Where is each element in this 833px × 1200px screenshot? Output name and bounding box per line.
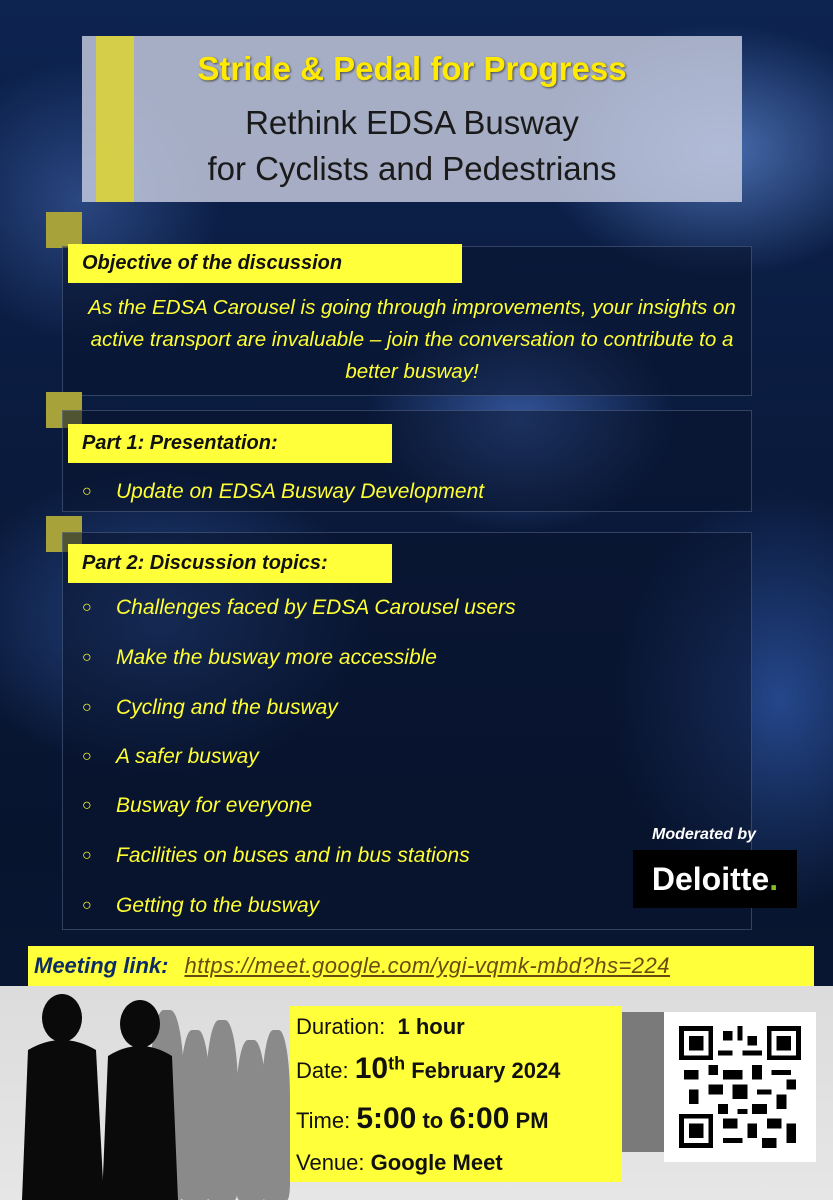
crowd-silhouette: [206, 1020, 238, 1200]
bullet-circle-icon: ○: [82, 897, 92, 914]
deloitte-logo: Deloitte .: [633, 850, 797, 908]
event-subtitle-2: for Cyclists and Pedestrians: [207, 150, 617, 187]
topic-item: ○ Cycling and the busway: [82, 696, 338, 719]
event-subtitle-1: Rethink EDSA Busway: [245, 104, 579, 141]
bullet-circle-icon: ○: [82, 649, 92, 666]
crowd-silhouette: [262, 1030, 290, 1200]
topic-item: ○ Make the busway more accessible: [82, 646, 437, 669]
topic-item: ○ Busway for everyone: [82, 794, 313, 817]
time-line: Time: 5:00 to 6:00 PM: [296, 1102, 549, 1135]
venue-line: Venue: Google Meet: [296, 1150, 503, 1175]
meeting-link[interactable]: https://meet.google.com/ygi-vqmk-mbd?hs=224: [184, 953, 671, 978]
event-title: Stride & Pedal for Progress: [197, 50, 627, 87]
people-silhouette-icon: [0, 990, 200, 1200]
part2-heading: Part 2: Discussion topics:: [68, 544, 392, 583]
duration-line: Duration: 1 hour: [296, 1014, 465, 1039]
bullet-circle-icon: ○: [82, 847, 92, 864]
bullet-circle-icon: ○: [82, 748, 92, 765]
objective-accent-square: [46, 212, 82, 248]
part1-heading: Part 1: Presentation:: [68, 424, 392, 463]
topic-item: ○ Getting to the busway: [82, 894, 320, 917]
bullet-circle-icon: ○: [82, 483, 92, 500]
qr-code-icon: [678, 1026, 802, 1148]
moderated-by-label: Moderated by: [652, 826, 757, 843]
date-line: Date: 10th February 2024: [296, 1052, 561, 1085]
bullet-circle-icon: ○: [82, 699, 92, 716]
topic-item: ○ A safer busway: [82, 745, 259, 768]
topic-item: ○ Facilities on buses and in bus stations: [82, 844, 470, 867]
meeting-link-row: [28, 946, 814, 986]
bullet-circle-icon: ○: [82, 599, 92, 616]
bullet-circle-icon: ○: [82, 797, 92, 814]
part1-item: ○ Update on EDSA Busway Development: [82, 480, 485, 503]
qr-code[interactable]: [664, 1012, 816, 1162]
objective-text: As the EDSA Carousel is going through improvements, your insights on active transport are invaluable – join the conversation to contribute to a better busway!: [88, 296, 736, 383]
meeting-link-label: Meeting link:: [34, 953, 169, 978]
topic-item: ○ Challenges faced by EDSA Carousel users: [82, 596, 516, 619]
objective-heading: Objective of the discussion: [68, 244, 462, 283]
